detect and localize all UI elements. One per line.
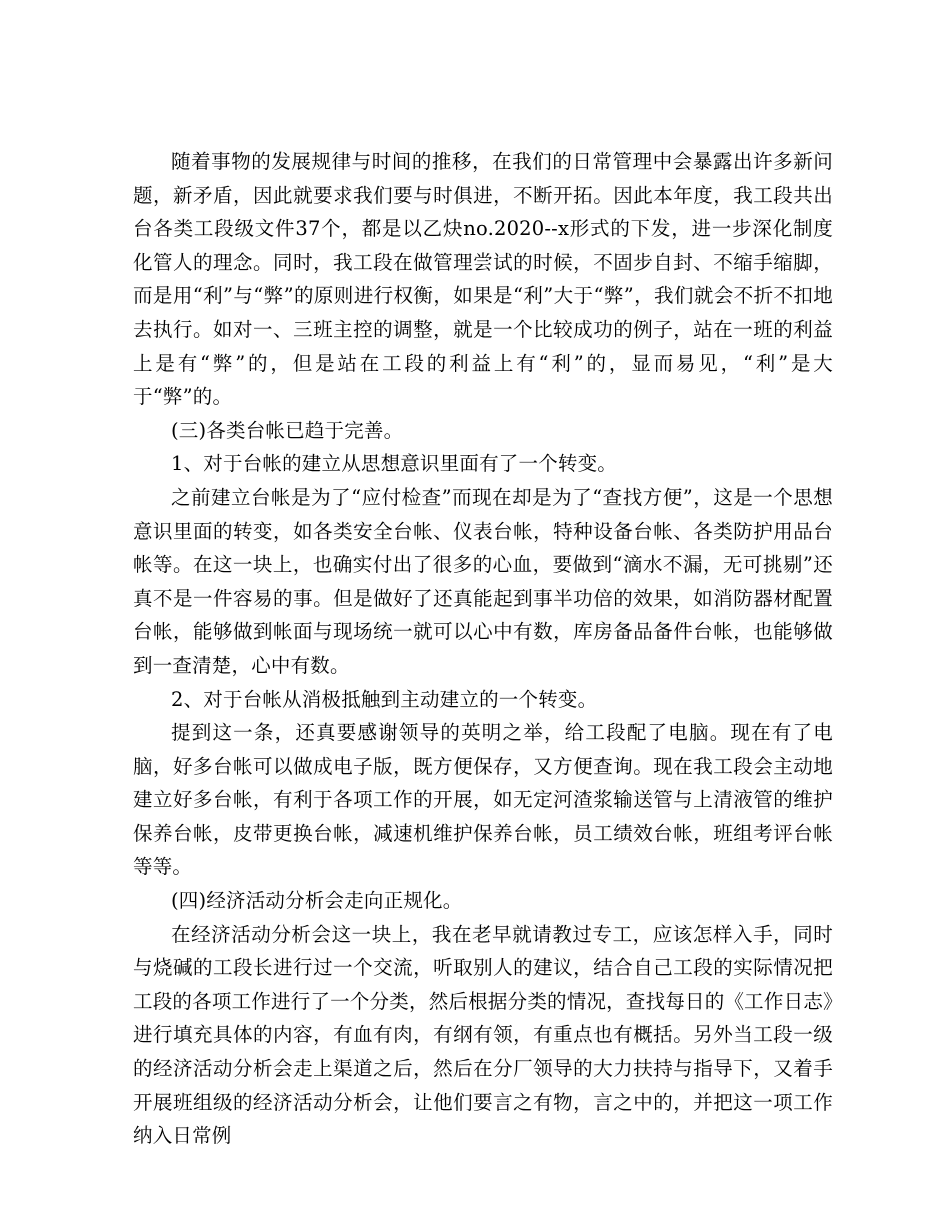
- section-heading-ledgers: (三)各类台帐已趋于完善。: [171, 418, 404, 442]
- paragraph-management-innovation: 随着事物的发展规律与时间的推移，在我们的日常管理中会暴露出许多新问题，新矛盾，因此就要求我们要与时俱进，不断开拓。因此本年度，我工段共出台各类工段级文件37个，都是以乙炔no.2020--x形式的下发，进一步深化制度化管人的理念。同时，我工段在做管理尝试的时候，不固步自封、不缩手缩脚，而是用“利”与“弊”的原则进行权衡，如果是“利”大于“弊”，我们就会不折不扣地去执行。如对一、三班主控的调整，就是一个比较成功的例子，站在一班的利益上是有“弊”的，但是站在工段的利益上有“利”的，显而易见，“利”是大于“弊”的。: [133, 150, 833, 409]
- subheading-ledger-awareness: 1、对于台帐的建立从思想意识里面有了一个转变。: [171, 452, 618, 476]
- subheading-ledger-initiative: 2、对于台帐从消极抵触到主动建立的一个转变。: [171, 687, 598, 711]
- document-body: [133, 145, 833, 1153]
- section-heading-economic-analysis: (四)经济活动分析会走向正规化。: [171, 889, 463, 913]
- paragraph-ledger-awareness: 之前建立台帐是为了“应付检查”而现在却是为了“查找方便”，这是一个思想意识里面的转变，如各类安全台帐、仪表台帐，特种设备台帐、各类防护用品台帐等。在这一块上，也确实付出了很多的心血，要做到“滴水不漏，无可挑剔”还真不是一件容易的事。但是做好了还真能起到事半功倍的效果，如消防器材配置台帐，能够做到帐面与现场统一就可以心中有数，库房备品备件台帐，也能够做到一查清楚，心中有数。: [133, 485, 833, 677]
- paragraph-economic-analysis: 在经济活动分析会这一块上，我在老早就请教过专工，应该怎样入手，同时与烧碱的工段长进行过一个交流，听取别人的建议，结合自己工段的实际情况把工段的各项工作进行了一个分类，然后根据分类的情况，查找每日的《工作日志》进行填充具体的内容，有血有肉，有纲有领，有重点也有概括。另外当工段一级的经济活动分析会走上渠道之后，然后在分厂领导的大力扶持与指导下，又着手开展班组级的经济活动分析会，让他们要言之有物，言之中的，并把这一项工作纳入日常例: [133, 922, 833, 1148]
- paragraph-ledger-initiative: 提到这一条，还真要感谢领导的英明之举，给工段配了电脑。现在有了电脑，好多台帐可以做成电子版，既方便保存，又方便查询。现在我工段会主动地建立好多台帐，有利于各项工作的开展，如无定河渣浆输送管与上清液管的维护保养台帐，皮带更换台帐，减速机维护保养台帐，员工绩效台帐，班组考评台帐等等。: [133, 721, 833, 879]
